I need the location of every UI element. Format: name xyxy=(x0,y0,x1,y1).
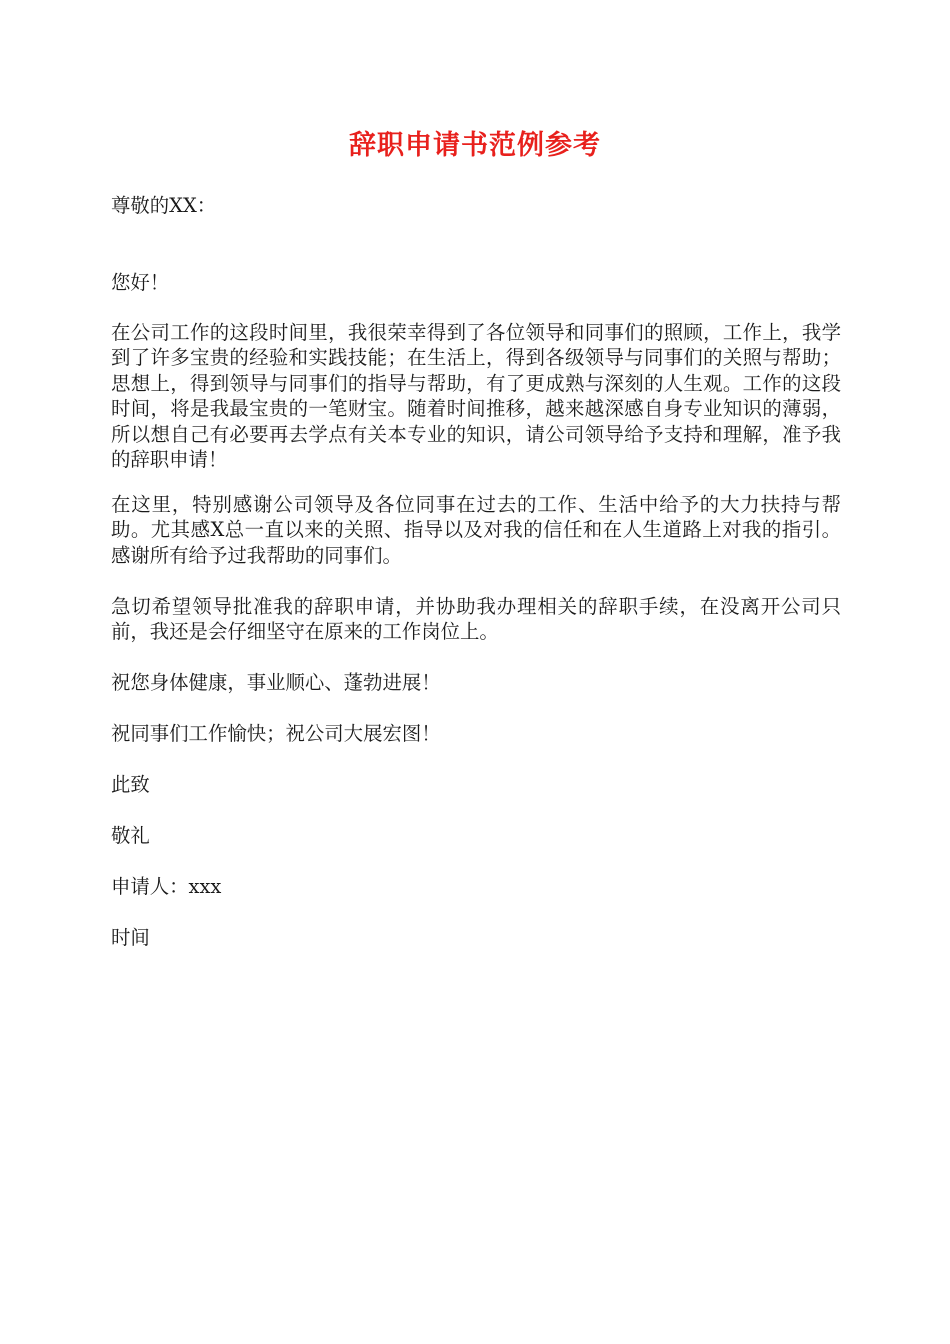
document-title: 辞职申请书范例参考 xyxy=(349,130,601,161)
wish-line: 祝您身体健康，事业顺心、蓬勃进展！ xyxy=(111,671,441,694)
body-paragraph: 在这里，特别感谢公司领导及各位同事在过去的工作、生活中给予的大力扶持与帮助。尤其感X总一直以来的关照、指导以及对我的信任和在人生道路上对我的指引。感谢所有给予过我帮助的同事们。 xyxy=(111,493,841,567)
body-paragraph: 急切希望领导批准我的辞职申请，并协助我办理相关的辞职手续，在没离开公司只前，我还是会仔细坚守在原来的工作岗位上。 xyxy=(111,595,841,644)
closing-line: 敬礼 xyxy=(111,824,150,847)
wish-line: 祝同事们工作愉快；祝公司大展宏图！ xyxy=(111,722,441,745)
greeting: 您好！ xyxy=(111,271,170,294)
body-paragraph: 在公司工作的这段时间里，我很荣幸得到了各位领导和同事们的照顾，工作上，我学到了许多宝贵的经验和实践技能；在生活上，得到各级领导与同事们的关照与帮助；思想上，得到领导与同事们的指导与帮助，有了更成熟与深刻的人生观。工作的这段时间，将是我最宝贵的一笔财宝。随着时间推移，越来越深感自身专业知识的薄弱，所以想自己有必要再去学点有关本专业的知识，请公司领导给予支持和理解，准予我的辞职申请！ xyxy=(111,321,841,472)
date-line: 时间 xyxy=(111,926,150,949)
salutation: 尊敬的XX： xyxy=(111,194,217,217)
applicant-line: 申请人：xxx xyxy=(111,875,222,898)
closing-line: 此致 xyxy=(111,773,150,796)
